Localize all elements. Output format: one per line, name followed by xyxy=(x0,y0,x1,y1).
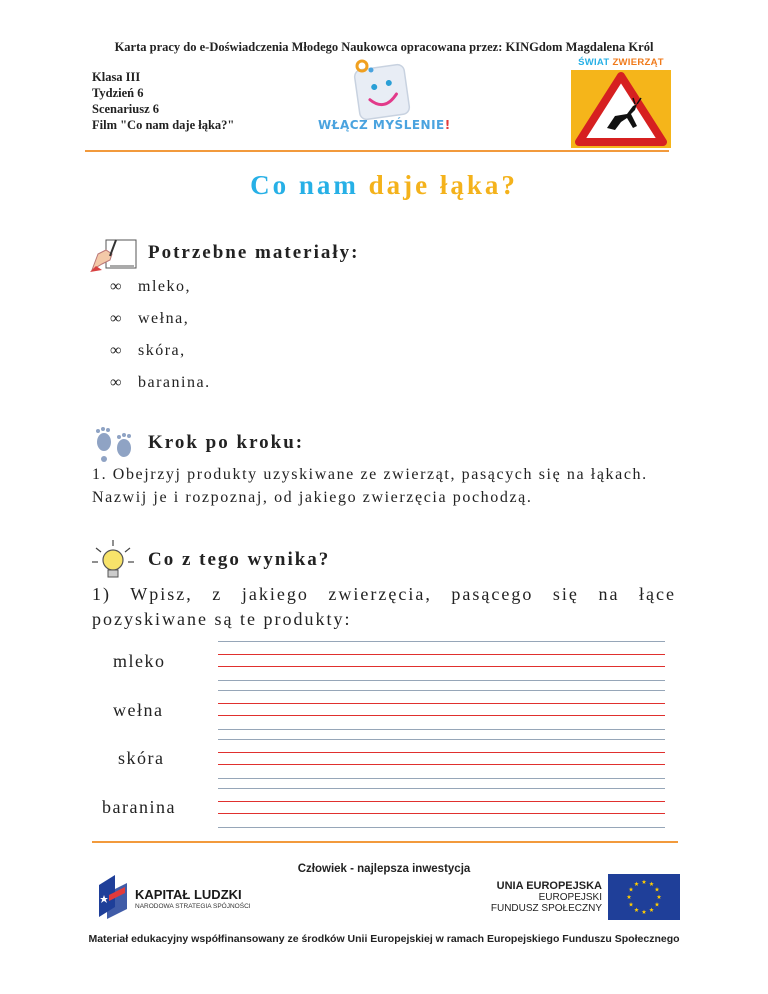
steps-text: 1. Obejrzyj produkty uzyskiwane ze zwierząt, pasących się na łąkach. Nazwij je i rozpoznaj, od jakiego zwierzęcia pochodzą. xyxy=(92,466,648,506)
guide-line xyxy=(218,690,665,691)
title-part-2: daje łąka? xyxy=(368,170,518,200)
eu-subtitle-2: FUNDUSZ SPOŁECZNY xyxy=(490,903,602,914)
list-item: ∞ wełna, xyxy=(110,310,190,327)
footprints-icon xyxy=(92,426,136,464)
meta-class: Klasa III xyxy=(92,70,141,84)
eu-title: UNIA EUROPEJSKA xyxy=(496,880,602,892)
guide-line xyxy=(218,778,665,779)
kl-title: KAPITAŁ LUDZKI xyxy=(135,887,242,902)
eu-flag-icon xyxy=(608,874,680,920)
guide-line xyxy=(218,739,665,740)
header-divider xyxy=(85,150,669,152)
product-label-leather: skóra xyxy=(118,748,165,768)
logo-text: WŁĄCZ MYŚLENIE xyxy=(318,118,445,132)
guide-line xyxy=(218,827,665,828)
hand-writing-icon xyxy=(88,236,138,272)
result-task: 1) Wpisz, z jakiego zwierzęcia, pasącego się na łące pozyskiwane są te produkty: xyxy=(92,584,676,629)
badge-text-1: ŚWIAT xyxy=(578,57,610,68)
answer-line[interactable] xyxy=(218,703,665,704)
guide-line xyxy=(218,641,665,642)
title-part-1: Co nam xyxy=(250,170,359,200)
footer-note: Materiał edukacyjny współfinansowany ze środków Unii Europejskiej w ramach Europejskiego Funduszu Społecznego xyxy=(88,933,680,945)
answer-line[interactable] xyxy=(218,654,665,655)
eu-subtitle-1: EUROPEJSKI xyxy=(538,892,602,903)
list-item: ∞ skóra, xyxy=(110,342,186,359)
guide-line xyxy=(218,729,665,730)
eu-text-block xyxy=(460,880,602,914)
deer-warning-sign-icon xyxy=(571,70,671,148)
footer-divider xyxy=(92,841,678,843)
product-label-wool: wełna xyxy=(113,700,164,720)
lightbulb-icon xyxy=(90,538,136,580)
top-note: Karta pracy do e-Doświadczenia Młodego Naukowca opracowana przez: KINGdom Magdalena Król xyxy=(114,40,654,54)
answer-line[interactable] xyxy=(218,752,665,753)
answer-line[interactable] xyxy=(218,764,665,765)
smiley-card-icon xyxy=(318,58,448,120)
wlacz-myslenie-logo xyxy=(318,58,451,142)
answer-line[interactable] xyxy=(218,715,665,716)
materials-heading: Potrzebne materiały: xyxy=(148,242,360,263)
meta-week: Tydzień 6 xyxy=(92,86,144,100)
answer-line[interactable] xyxy=(218,666,665,667)
materials-list xyxy=(110,276,211,404)
swiat-zwierzat-badge xyxy=(571,57,671,147)
result-heading: Co z tego wynika? xyxy=(148,549,331,570)
badge-text-2: ZWIERZĄT xyxy=(612,57,664,68)
list-item: ∞ mleko, xyxy=(110,278,191,295)
list-item: ∞ baranina. xyxy=(110,374,211,391)
steps-heading: Krok po kroku: xyxy=(148,432,305,453)
answer-line[interactable] xyxy=(218,801,665,802)
page-title xyxy=(0,170,768,201)
meta-scenario: Scenariusz 6 xyxy=(92,102,160,116)
answer-line[interactable] xyxy=(218,813,665,814)
logo-exclaim: ! xyxy=(444,118,451,132)
meta-film: Film "Co nam daje łąka?" xyxy=(92,118,235,132)
guide-line xyxy=(218,680,665,681)
product-label-milk: mleko xyxy=(113,651,166,671)
worksheet-meta xyxy=(92,69,234,133)
kapital-ludzki-logo xyxy=(95,873,295,923)
product-label-mutton: baranina xyxy=(102,797,176,817)
guide-line xyxy=(218,788,665,789)
kapital-ludzki-flag-icon xyxy=(95,873,129,919)
kl-subtitle: NARODOWA STRATEGIA SPÓJNOŚCI xyxy=(135,903,251,910)
footer-tagline: Człowiek - najlepsza inwestycja xyxy=(297,863,471,875)
